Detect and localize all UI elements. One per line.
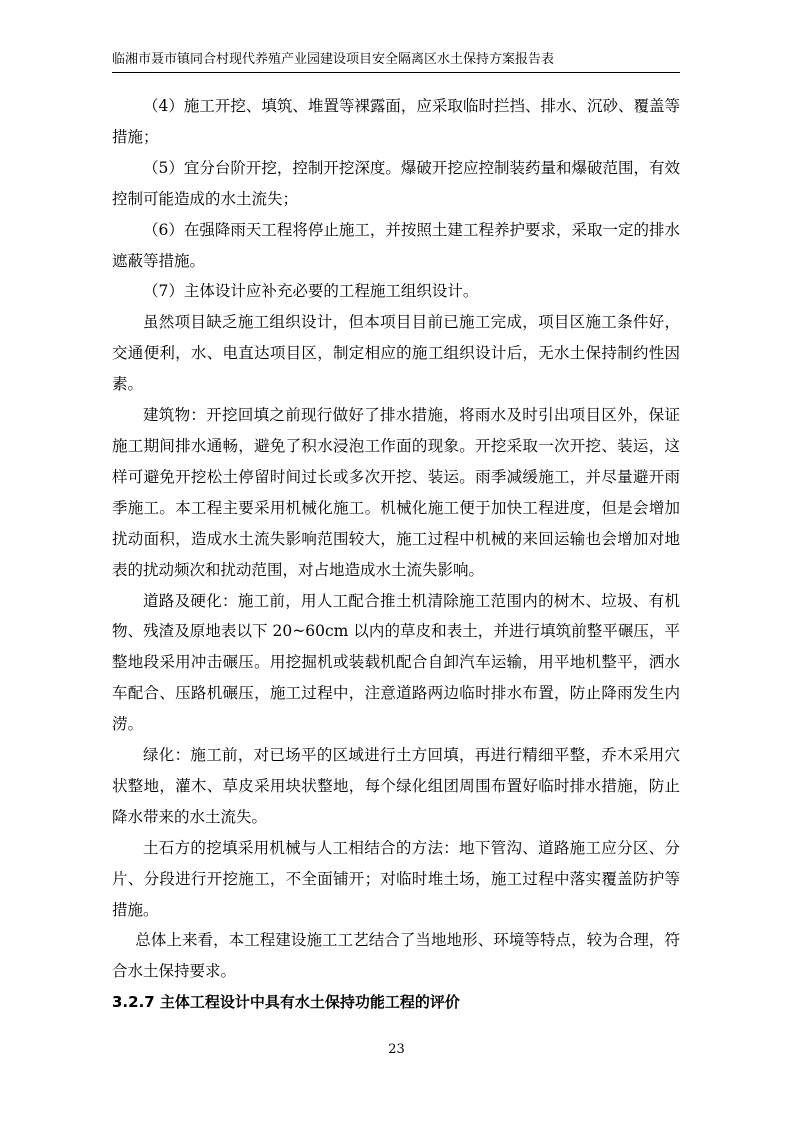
body-text bbox=[112, 91, 680, 1018]
running-header: 临湘市聂市镇同合村现代养殖产业园建设项目安全隔离区水土保持方案报告表 bbox=[112, 50, 680, 73]
paragraph-measure-7: （7）主体设计应补充必要的工程施工组织设计。 bbox=[143, 282, 479, 301]
section-heading: 3.2.7 主体工程设计中具有水土保持功能工程的评价 bbox=[112, 993, 460, 1012]
paragraph-measure-5: （5）宜分台阶开挖，控制开挖深度。爆破开挖应控制装药量和爆破范围，有效控制可能造成的水土流失； bbox=[112, 158, 680, 208]
paragraph-roads: 道路及硬化：施工前，用人工配合推土机清除施工范围内的树木、垃圾、有机物、残渣及原地表以下 20~60cm 以内的草皮和表土，并进行填筑前整平碾压，平整地段采用冲击碾压。用挖掘机或装载机配合自卸汽车运输，用平地机整平，洒水车配合、压路机碾压，施工过程中，注意道路两边临时排水布置，防止降雨发生内涝。 bbox=[112, 591, 680, 734]
paragraph-greening: 绿化：施工前，对已场平的区域进行土方回填，再进行精细平整，乔木采用穴状整地，灌木、草皮采用块状整地，每个绿化组团周围布置好临时排水措施，防止降水带来的水土流失。 bbox=[112, 746, 680, 826]
paragraph-buildings: 建筑物：开挖回填之前现行做好了排水措施，将雨水及时引出项目区外，保证施工期间排水通畅，避免了积水浸泡工作面的现象。开挖采取一次开挖、装运，这样可避免开挖松土停留时间过长或多次开挖、装运。雨季减缓施工，并尽量避开雨季施工。本工程主要采用机械化施工。机械化施工便于加快工程进度，但是会增加扰动面积，造成水土流失影响范围较大，施工过程中机械的来回运输也会增加对地表的扰动频次和扰动范围，对占地造成水土流失影响。 bbox=[112, 406, 680, 579]
paragraph-construction-conditions: 虽然项目缺乏施工组织设计，但本项目目前已施工完成，项目区施工条件好，交通便利，水、电直达项目区，制定相应的施工组织设计后，无水土保持制约性因素。 bbox=[112, 313, 680, 394]
paragraph-measure-6: （6）在强降雨天工程将停止施工，并按照土建工程养护要求，采取一定的排水遮蔽等措施。 bbox=[112, 220, 680, 270]
page-number: 23 bbox=[388, 1042, 405, 1057]
paragraph-earthwork: 土石方的挖填采用机械与人工相结合的方法：地下管沟、道路施工应分区、分片、分段进行开挖施工，不全面铺开；对临时堆土场，施工过程中落实覆盖防护等措施。 bbox=[112, 838, 680, 919]
paragraph-summary: 总体上来看，本工程建设施工工艺结合了当地地形、环境等特点，较为合理，符合水土保持要求。 bbox=[112, 931, 680, 981]
paragraph-measure-4: （4）施工开挖、填筑、堆置等裸露面，应采取临时拦挡、排水、沉砂、覆盖等措施； bbox=[112, 97, 680, 146]
